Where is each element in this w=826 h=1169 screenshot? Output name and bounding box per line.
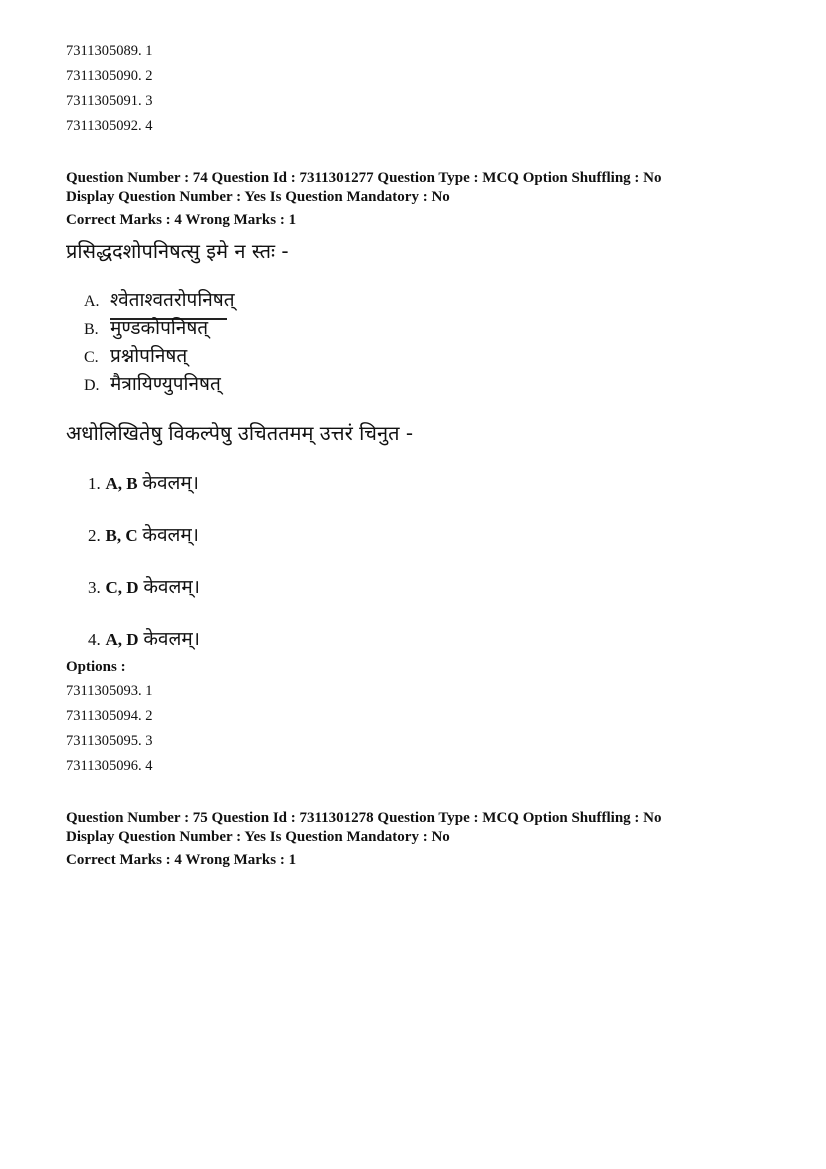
options-label: Options :: [66, 659, 126, 675]
answer-number: 2.: [88, 526, 101, 545]
option-number: 4: [145, 118, 153, 134]
option-number: 2: [145, 68, 153, 84]
option-id-line: [66, 117, 152, 135]
answer-number: 1.: [88, 474, 101, 493]
answer-text: केवलम्।: [142, 472, 199, 494]
answer-number: 4.: [88, 630, 101, 649]
answer-labels: C, D: [105, 578, 139, 597]
option-number: 3: [145, 93, 153, 109]
answer-option-4: [88, 626, 200, 653]
option-number: 2: [145, 708, 153, 724]
option-id-line: [66, 732, 152, 750]
answer-option-2: [88, 522, 199, 549]
answer-number: 3.: [88, 578, 101, 597]
answer-labels: A, D: [105, 630, 139, 649]
option-id: 7311305091.: [66, 93, 142, 109]
choice-text: मैत्रायिण्युपनिषत्: [110, 373, 221, 395]
answer-option-3: [88, 574, 200, 601]
option-id-line: [66, 757, 152, 775]
choice-letter: C.: [84, 349, 99, 366]
option-id-line: [66, 67, 152, 85]
option-id: 7311305092.: [66, 118, 142, 134]
choice-letter: B.: [84, 321, 99, 338]
option-id: 7311305089.: [66, 43, 142, 59]
answer-text: केवलम्।: [143, 576, 200, 598]
question-marks-line: Correct Marks : 4 Wrong Marks : 1: [66, 852, 297, 868]
answer-labels: A, B: [105, 474, 138, 493]
option-number: 1: [145, 683, 153, 699]
option-number: 3: [145, 733, 153, 749]
answer-text: केवलम्।: [143, 628, 200, 650]
option-number: 4: [145, 758, 153, 774]
option-id-line: [66, 92, 152, 110]
question-meta-line-2: Display Question Number : Yes Is Question Mandatory : No: [66, 829, 450, 845]
choice-a: [84, 287, 235, 315]
question-75-meta: [66, 809, 766, 870]
question-74-meta: [66, 169, 766, 230]
option-id-line: [66, 42, 152, 60]
option-id: 7311305095.: [66, 733, 142, 749]
option-id: 7311305093.: [66, 683, 142, 699]
answer-labels: B, C: [105, 526, 138, 545]
answer-option-1: [88, 470, 199, 497]
answer-text: केवलम्।: [142, 524, 199, 546]
choice-d: [84, 371, 221, 399]
question-meta-line-1: Question Number : 74 Question Id : 7311301277 Question Type : MCQ Option Shuffling : No: [66, 170, 662, 186]
option-id-line: [66, 707, 152, 725]
question-marks-line: Correct Marks : 4 Wrong Marks : 1: [66, 212, 297, 228]
choice-text: प्रश्नोपनिषत्: [110, 345, 188, 367]
question-meta-line-1: Question Number : 75 Question Id : 7311301278 Question Type : MCQ Option Shuffling : No: [66, 810, 662, 826]
option-id: 7311305094.: [66, 708, 142, 724]
option-id: 7311305096.: [66, 758, 142, 774]
choice-text: मुण्डकोपनिषत्: [110, 317, 209, 339]
question-meta-line-2: Display Question Number : Yes Is Question Mandatory : No: [66, 189, 450, 205]
option-id-line: [66, 682, 152, 700]
question-text: प्रसिद्धदशोपनिषत्सु इमे न स्तः -: [66, 239, 289, 263]
choice-b: [84, 315, 208, 343]
option-id: 7311305090.: [66, 68, 142, 84]
choice-letter: A.: [84, 293, 100, 310]
choice-letter: D.: [84, 377, 100, 394]
instruction-text: अधोलिखितेषु विकल्पेषु उचिततमम् उत्तरं चिनुत -: [66, 421, 414, 445]
choice-text: श्वेताश्वतरोपनिषत्: [110, 289, 235, 311]
option-number: 1: [145, 43, 153, 59]
choice-c: [84, 343, 187, 371]
